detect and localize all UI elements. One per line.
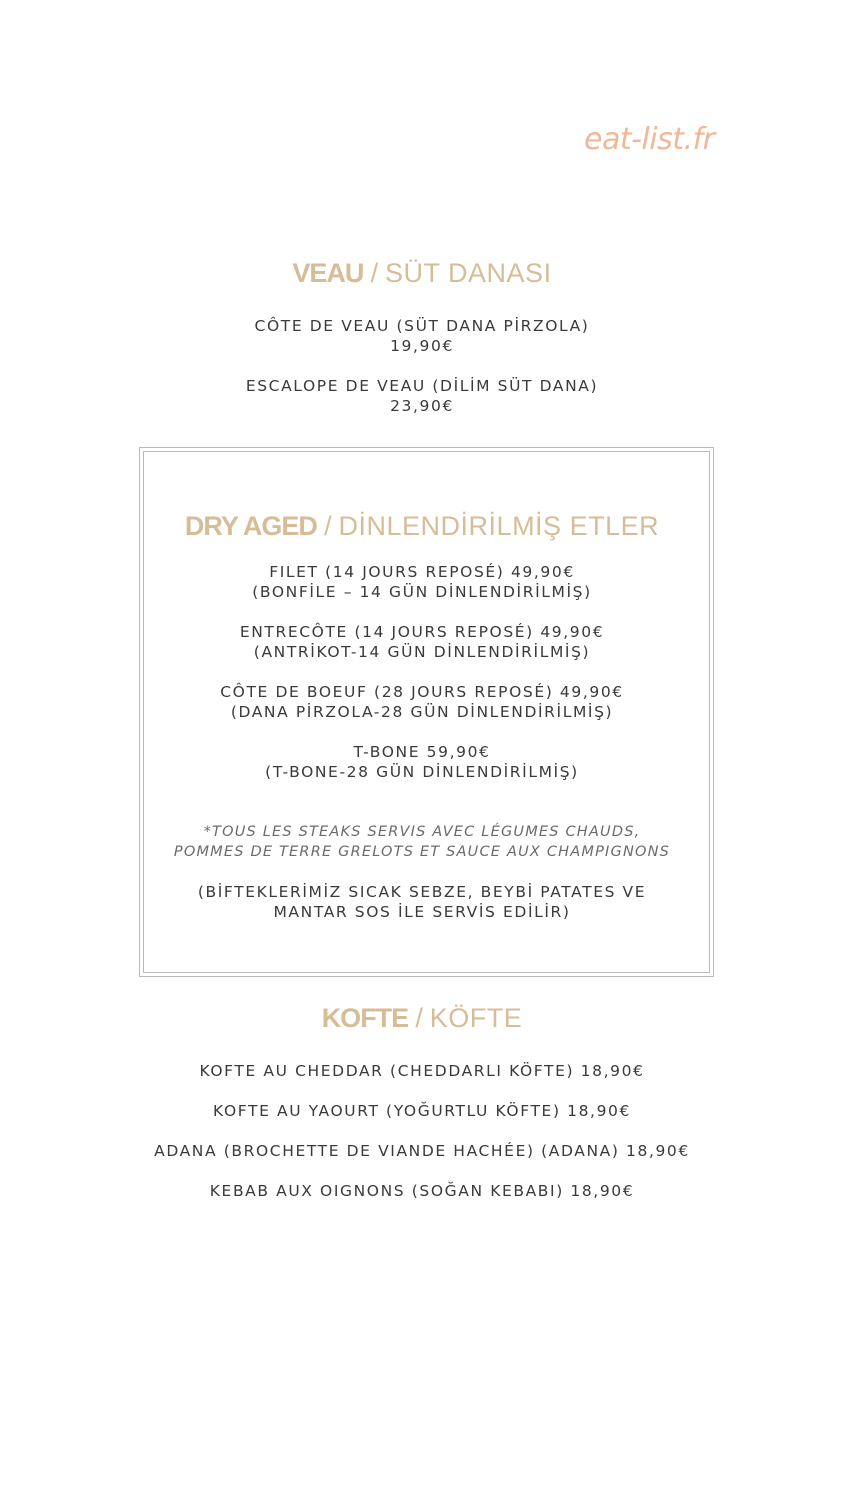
note-tr-line: (BİFTEKLERİMİZ SICAK SEBZE, BEYBİ PATATES VE bbox=[197, 883, 647, 901]
dry-aged-item-name: FILET (14 JOURS REPOSÉ) 49,90€ bbox=[269, 563, 575, 581]
veau-item bbox=[0, 316, 844, 356]
kofte-item: KOFTE AU YAOURT (YOĞURTLU KÖFTE) 18,90€ bbox=[213, 1102, 631, 1120]
dry-aged-item-name: CÔTE DE BOEUF (28 JOURS REPOSÉ) 49,90€ bbox=[220, 683, 624, 701]
dry-aged-title-separator: / bbox=[316, 511, 339, 541]
dry-aged-section-title bbox=[0, 511, 844, 542]
dry-aged-item bbox=[0, 682, 844, 722]
note-fr-line: POMMES DE TERRE GRELOTS ET SAUCE AUX CHAMPIGNONS bbox=[173, 844, 671, 860]
dry-aged-title-en: DRY AGED bbox=[184, 511, 317, 541]
veau-section-title bbox=[0, 258, 844, 289]
veau-title-en: VEAU bbox=[292, 258, 364, 288]
veau-item-price: 23,90€ bbox=[390, 397, 454, 415]
kofte-title-separator: / bbox=[408, 1003, 430, 1033]
veau-item bbox=[0, 376, 844, 416]
note-tr-line: MANTAR SOS İLE SERVİS EDİLİR) bbox=[273, 903, 571, 921]
veau-item-price: 19,90€ bbox=[390, 337, 454, 355]
dry-aged-item-translation: (ANTRİKOT-14 GÜN DİNLENDİRİLMİŞ) bbox=[253, 643, 591, 661]
veau-item-name: CÔTE DE VEAU (SÜT DANA PİRZOLA) bbox=[254, 317, 590, 335]
dry-aged-item-name: ENTRECÔTE (14 JOURS REPOSÉ) 49,90€ bbox=[239, 623, 605, 641]
note-fr-line: *TOUS LES STEAKS SERVIS AVEC LÉGUMES CHAUDS, bbox=[203, 824, 641, 840]
kofte-item: ADANA (BROCHETTE DE VIANDE HACHÉE) (ADANA) 18,90€ bbox=[154, 1142, 690, 1160]
dry-aged-item-translation: (BONFİLE – 14 GÜN DİNLENDİRİLMİŞ) bbox=[252, 583, 592, 601]
veau-title-tr: SÜT DANASI bbox=[385, 258, 552, 288]
kofte-item: KOFTE AU CHEDDAR (CHEDDARLI KÖFTE) 18,90€ bbox=[199, 1062, 645, 1080]
kofte-item: KEBAB AUX OIGNONS (SOĞAN KEBABI) 18,90€ bbox=[209, 1182, 635, 1200]
veau-title-separator: / bbox=[363, 258, 386, 288]
dry-aged-item bbox=[0, 742, 844, 782]
kofte-title-en: KOFTE bbox=[321, 1003, 409, 1033]
dry-aged-item-name: T-BONE 59,90€ bbox=[353, 743, 491, 761]
veau-item-name: ESCALOPE DE VEAU (DİLİM SÜT DANA) bbox=[245, 377, 599, 395]
dry-aged-note-fr bbox=[0, 822, 844, 862]
watermark: eat-list.fr bbox=[584, 122, 715, 157]
kofte-title-tr: KÖFTE bbox=[429, 1003, 523, 1033]
dry-aged-item-translation: (DANA PİRZOLA-28 GÜN DİNLENDİRİLMİŞ) bbox=[230, 703, 614, 721]
dry-aged-title-tr: DİNLENDİRİLMİŞ ETLER bbox=[338, 511, 660, 541]
dry-aged-item bbox=[0, 622, 844, 662]
dry-aged-note-tr bbox=[0, 882, 844, 922]
dry-aged-item-translation: (T-BONE-28 GÜN DİNLENDİRİLMİŞ) bbox=[265, 763, 579, 781]
kofte-section-title bbox=[0, 1003, 844, 1034]
dry-aged-item bbox=[0, 562, 844, 602]
